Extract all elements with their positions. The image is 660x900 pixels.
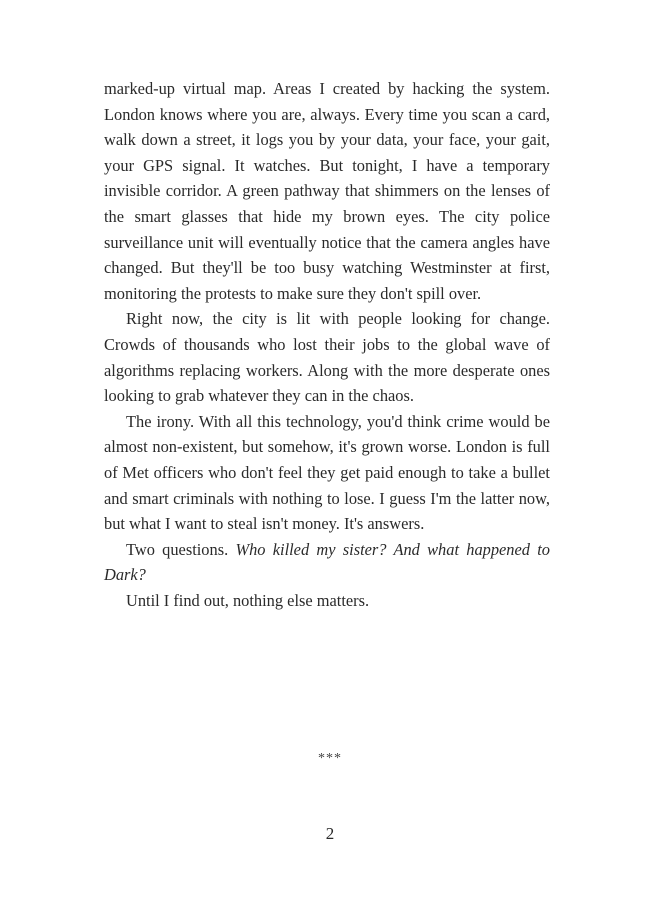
paragraph-4-lead: Two questions. (126, 539, 236, 559)
paragraph-4 (104, 537, 550, 588)
paragraph-1: marked-up virtual map. Areas I created by hacking the system. London knows where you are, always. Every time you scan a card, walk down a street, it logs you by your data, your face, your gait, your GPS signal. It watches. But tonight, I have a temporary invisible corridor. A green pathway that shimmers on the lenses of the smart glasses that hide my brown eyes. The city police surveillance unit will eventually notice that the camera angles have changed. But they'll be too busy watching Westminster at first, monitoring the protests to make sure they don't spill over. (104, 79, 550, 303)
body-text (104, 76, 550, 613)
page-number: 2 (325, 824, 335, 843)
scene-separator: *** (318, 751, 342, 766)
paragraph-2: Right now, the city is lit with people looking for change. Crowds of thousands who lost their jobs to the global wave of algorithms replacing workers. Along with the more desperate ones looking to grab whatever they can in the chaos. (104, 309, 550, 406)
paragraph-4-italic: Who killed my sister? And what happened to Dark? (104, 539, 550, 585)
paragraph-3: The irony. With all this technology, you'd think crime would be almost non-existent, but somehow, it's grown worse. London is full of Met officers who don't feel they get paid enough to take a bullet and smart criminals with nothing to lose. I guess I'm the latter now, but what I want to steal isn't money. It's answers. (104, 411, 550, 534)
paragraph-5: Until I find out, nothing else matters. (126, 590, 370, 610)
